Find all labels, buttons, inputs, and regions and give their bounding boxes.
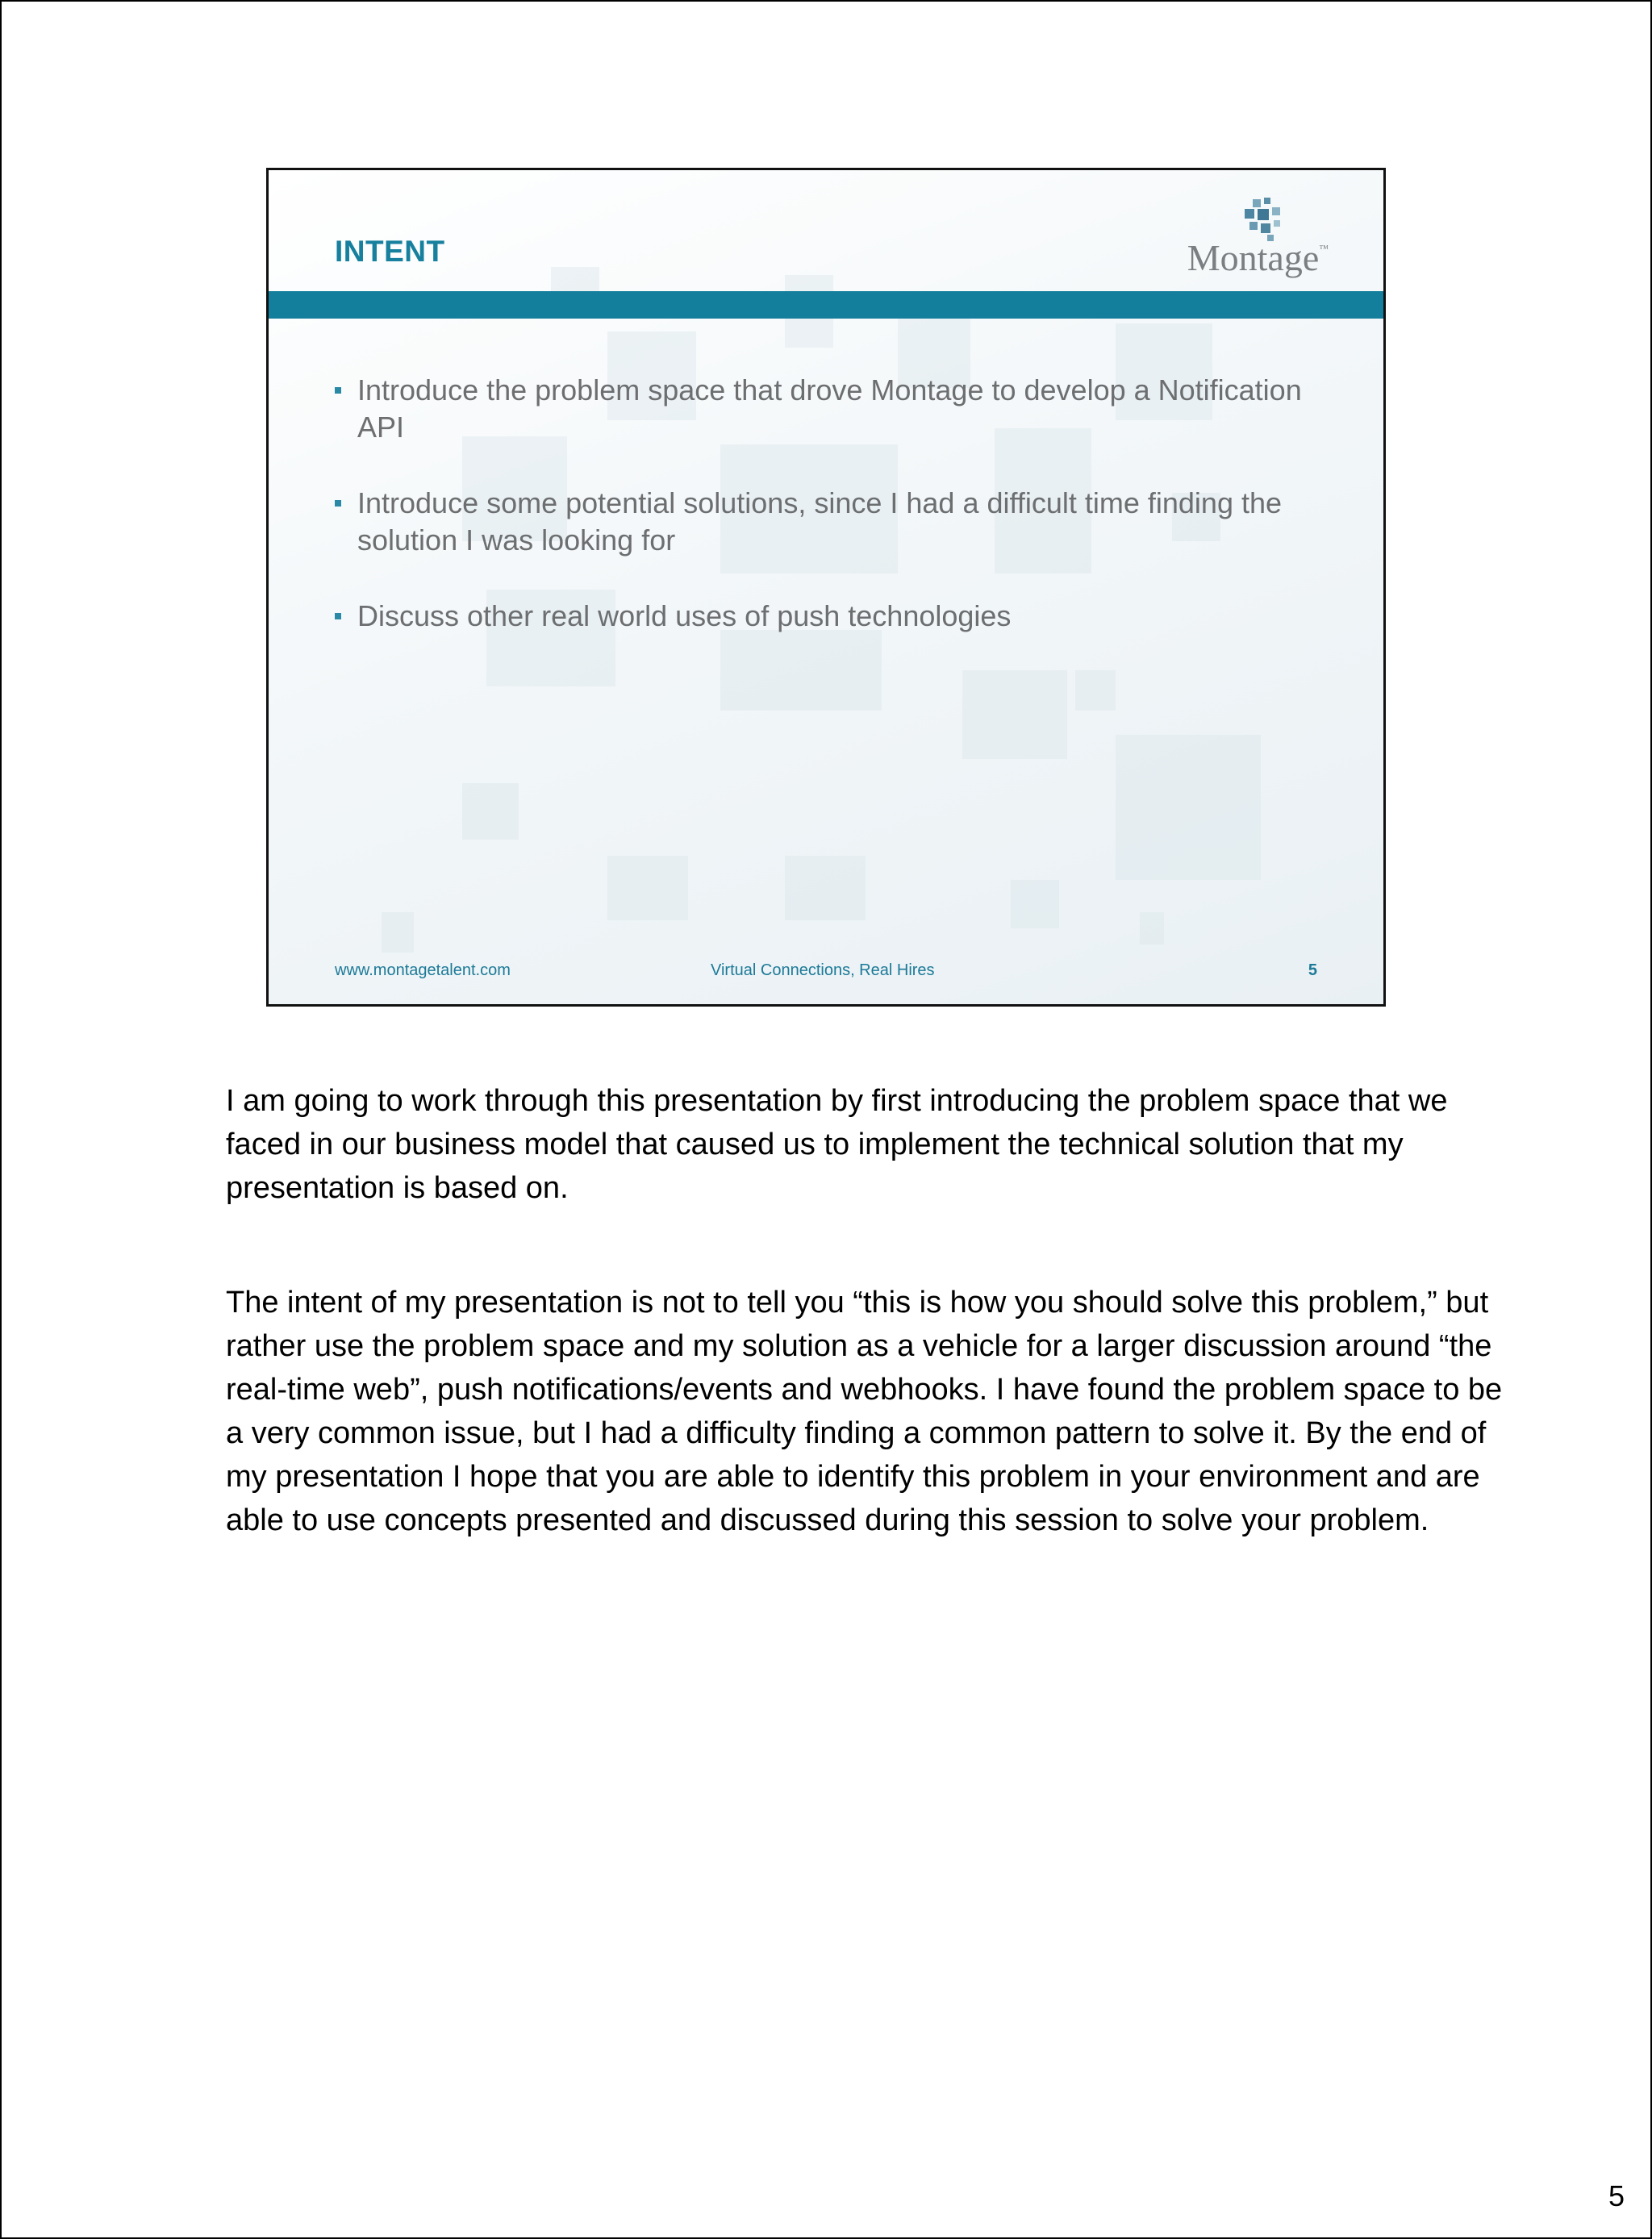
montage-logo xyxy=(1174,196,1335,285)
notes-paragraph: I am going to work through this presentation by first introducing the problem space that we faced in our business model that caused us to implement the technical solution that my presentation is based on. xyxy=(226,1084,1448,1205)
page-number: 5 xyxy=(1608,2179,1625,2212)
slide-footer-tagline: Virtual Connections, Real Hires xyxy=(711,961,935,979)
bg-square xyxy=(607,856,688,920)
slide-bullet: Discuss other real world uses of push technologies xyxy=(335,598,1327,635)
bg-square xyxy=(382,912,414,953)
montage-logo-text xyxy=(1187,236,1329,279)
slide-bullet: Introduce some potential solutions, since I had a difficult time finding the solution I was looking for xyxy=(335,485,1327,559)
bg-square xyxy=(1011,880,1059,928)
slide-thumbnail xyxy=(266,168,1386,1007)
slide-footer-number: 5 xyxy=(1308,961,1317,979)
logo-trademark: ™ xyxy=(1319,243,1329,254)
bg-square xyxy=(1075,670,1116,711)
slide-header-bar xyxy=(269,291,1383,319)
slide-title: INTENT xyxy=(335,235,445,268)
bg-square xyxy=(962,670,1067,759)
bg-square xyxy=(1140,912,1164,944)
speaker-notes xyxy=(226,1079,1508,1613)
bg-square xyxy=(785,856,866,920)
bg-square xyxy=(1116,735,1261,880)
bg-square xyxy=(462,783,519,840)
notes-paragraph: The intent of my presentation is not to tell you “this is how you should solve this problem,” but rather use the problem space and my solution as a vehicle for a larger discussion around “the real-time web”, push notifications/events and webhooks. I have found the problem space to be a very common issue, but I had a difficulty finding a common pattern to solve it. By the end of my presentation I hope that you are able to identify this problem in your environment and are able to use concepts presented and discussed during this session to solve your problem. xyxy=(226,1286,1503,1537)
logo-wordmark: Montage xyxy=(1187,237,1320,278)
slide-bullet-list xyxy=(335,372,1327,673)
slide-footer-url: www.montagetalent.com xyxy=(335,961,511,979)
slide-bullet: Introduce the problem space that drove Montage to develop a Notification API xyxy=(335,372,1327,446)
